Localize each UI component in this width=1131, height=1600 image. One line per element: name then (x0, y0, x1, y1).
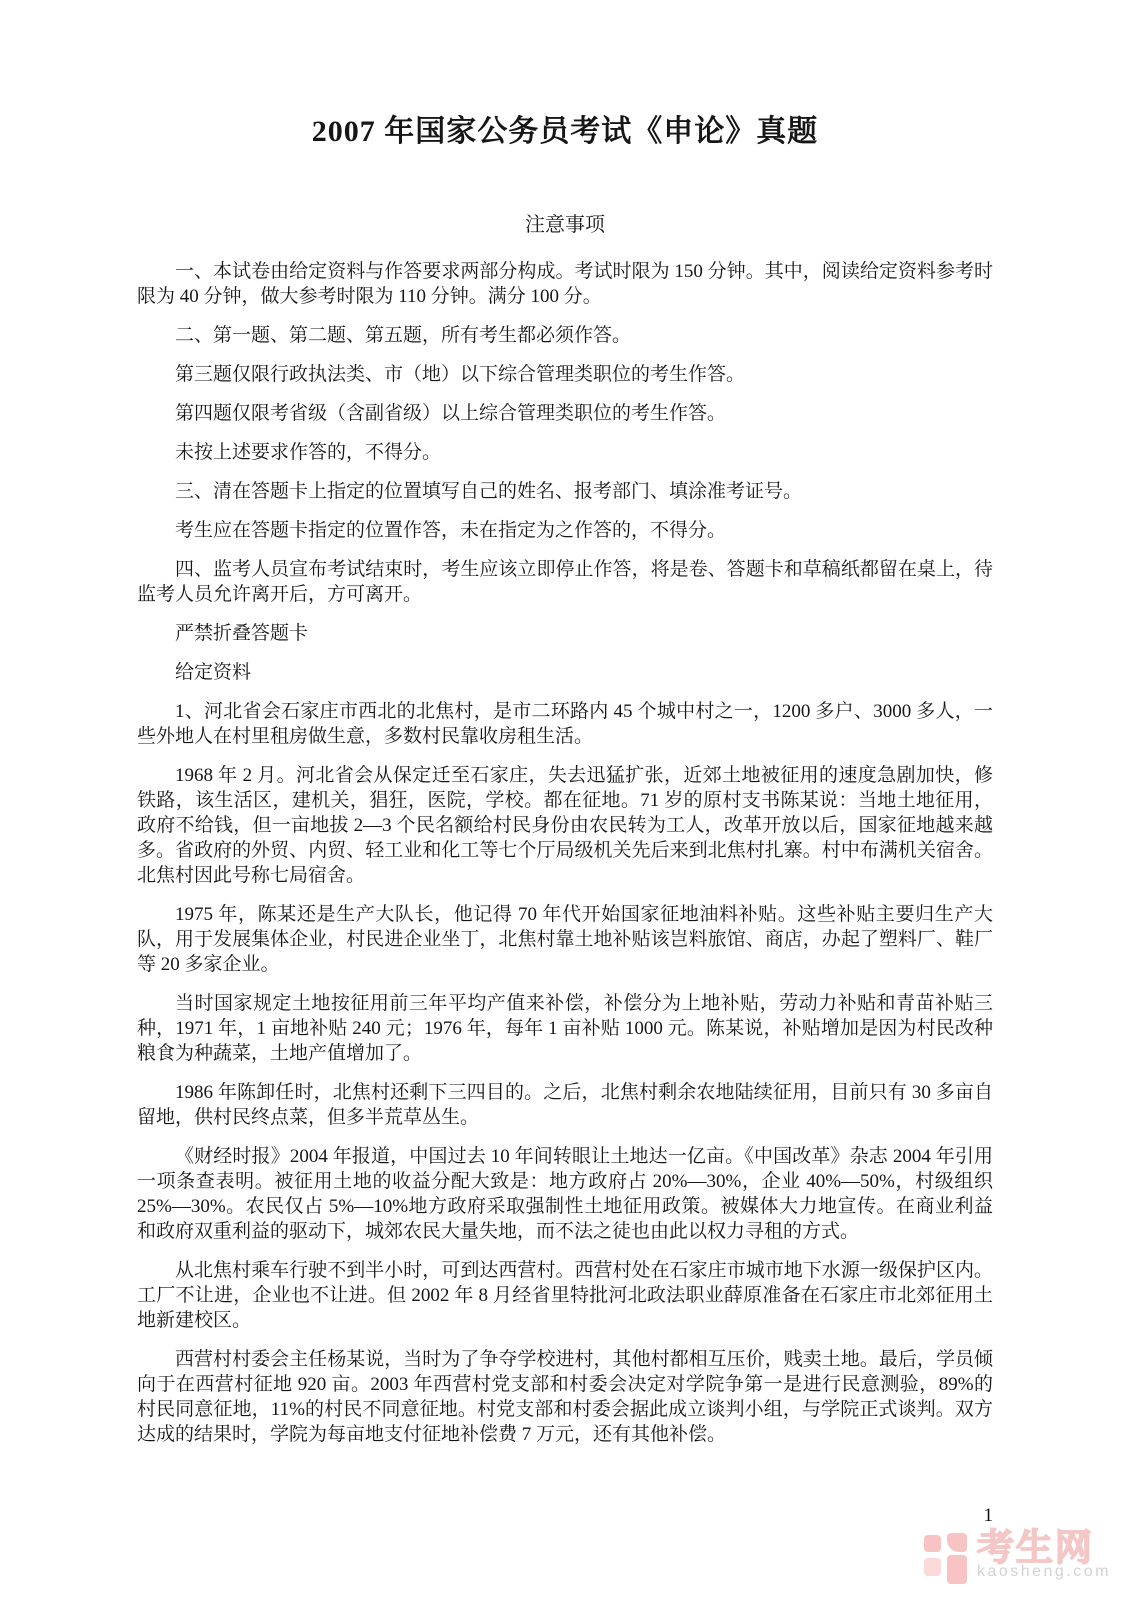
paragraph: 四、监考人员宣布考试结束时，考生应该立即停止作答，将是卷、答题卡和草稿纸都留在桌上，待监考人员允许离开后，方可离开。 (137, 559, 993, 605)
watermark-domain-text: kaosheng.com (976, 1563, 1111, 1580)
paragraph: 1975 年，陈某还是生产大队长，他记得 70 年代开始国家征地油料补贴。这些补贴主要归生产大队，用于发展集体企业，村民进企业坐丁，北焦村靠土地补贴该岂料旅馆、商店，办起了塑料厂、鞋厂等 20 多家企业。 (137, 904, 993, 975)
paragraph: 西营村村委会主任杨某说，当时为了争夺学校进村，其他村都相互压价，贱卖土地。最后，学员倾向于在西营村征地 920 亩。2003 年西营村党支部和村委会决定对学院争第一是进行民意测验，89%的村民同意征地，11%的村民不同意征地。村党支部和村委会据此成立谈判小组，与学院正式谈判。双方达成的结果时，学院为每亩地支付征地补偿费 7 万元，还有其他补偿。 (137, 1349, 993, 1445)
paragraph: 1、河北省会石家庄市西北的北焦村，是市二环路内 45 个城中村之一，1200 多户、3000 多人，一些外地人在村里租房做生意，多数村民靠收房租生活。 (137, 701, 993, 747)
paragraph: 当时国家规定土地按征用前三年平均产值来补偿，补偿分为上地补贴，劳动力补贴和青苗补贴三种，1971 年，1 亩地补贴 240 元；1976 年，每年 1 亩补贴 1000 元。陈某说，补贴增加是因为村民改种粮食为种蔬菜，土地产值增加了。 (137, 993, 993, 1064)
paragraph: 三、清在答题卡上指定的位置填写自己的姓名、报考部门、填涂准考证号。 (175, 481, 803, 502)
paragraph: 第三题仅限行政执法类、市（地）以下综合管理类职位的考生作答。 (175, 364, 746, 385)
paragraph: 第四题仅限考省级（含副省级）以上综合管理类职位的考生作答。 (175, 403, 727, 424)
kaosheng-logo-icon (924, 1530, 970, 1586)
paragraph: 《财经时报》2004 年报道，中国过去 10 年间转眼让土地达一亿亩。《中国改革》杂志 2004 年引用一项条查表明。被征用土地的收益分配大致是：地方政府占 20%—30%，企业 40%—50%，村级组织 25%—30%。农民仅占 5%—10%地方政府采取强制性土地征用政策。被媒体大力地宣传。在商业利益和政府双重利益的驱动下，城郊农民大量失地，而不法之徒也由此以权力寻租的方式。 (137, 1146, 993, 1242)
paragraph: 1986 年陈卸任时，北焦村还剩下三四目的。之后，北焦村剩余农地陆续征用，目前只有 30 多亩自留地，供村民终点菜，但多半荒草丛生。 (137, 1082, 993, 1128)
notice-heading: 注意事项 (525, 214, 605, 236)
paragraph: 二、第一题、第二题、第五题，所有考生都必须作答。 (175, 325, 632, 346)
document-content (137, 106, 993, 1461)
paragraph-list (137, 259, 993, 1447)
paragraph: 未按上述要求作答的，不得分。 (175, 442, 442, 463)
paragraph: 从北焦村乘车行驶不到半小时，可到达西营村。西营村处在石家庄市城市地下水源一级保护区内。工厂不让进，企业也不让进。但 2002 年 8 月经省里特批河北政法职业薛原准备在石家庄市北郊征用土地新建校区。 (137, 1260, 993, 1331)
watermark-text-block (976, 1527, 1111, 1580)
watermark-brand-text: 考生网 (976, 1527, 1094, 1568)
page-number: 1 (983, 1505, 993, 1526)
kaosheng-watermark (924, 1527, 1111, 1586)
paragraph: 给定资料 (175, 662, 252, 683)
paragraph: 考生应在答题卡指定的位置作答，未在指定为之作答的，不得分。 (175, 520, 727, 541)
paragraph: 一、本试卷由给定资料与作答要求两部分构成。考试时限为 150 分钟。其中，阅读给定资料参考时限为 40 分钟，做大参考时限为 110 分钟。满分 100 分。 (137, 261, 993, 307)
paragraph: 严禁折叠答题卡 (175, 623, 309, 644)
paragraph: 1968 年 2 月。河北省会从保定迁至石家庄，失去迅猛扩张，近郊土地被征用的速度急剧加快，修铁路，该生活区，建机关，猖狂，医院，学校。都在征地。71 岁的原村支书陈某说：当地土地征用，政府不给钱，但一亩地拔 2—3 个民名额给村民身份由农民转为工人，改革开放以后，国家征地越来越多。省政府的外贸、内贸、轻工业和化工等七个厅局级机关先后来到北焦村扎寨。村中布满机关宿舍。北焦村因此号称七局宿舍。 (137, 765, 993, 886)
document-title: 2007 年国家公务员考试《申论》真题 (311, 115, 819, 148)
